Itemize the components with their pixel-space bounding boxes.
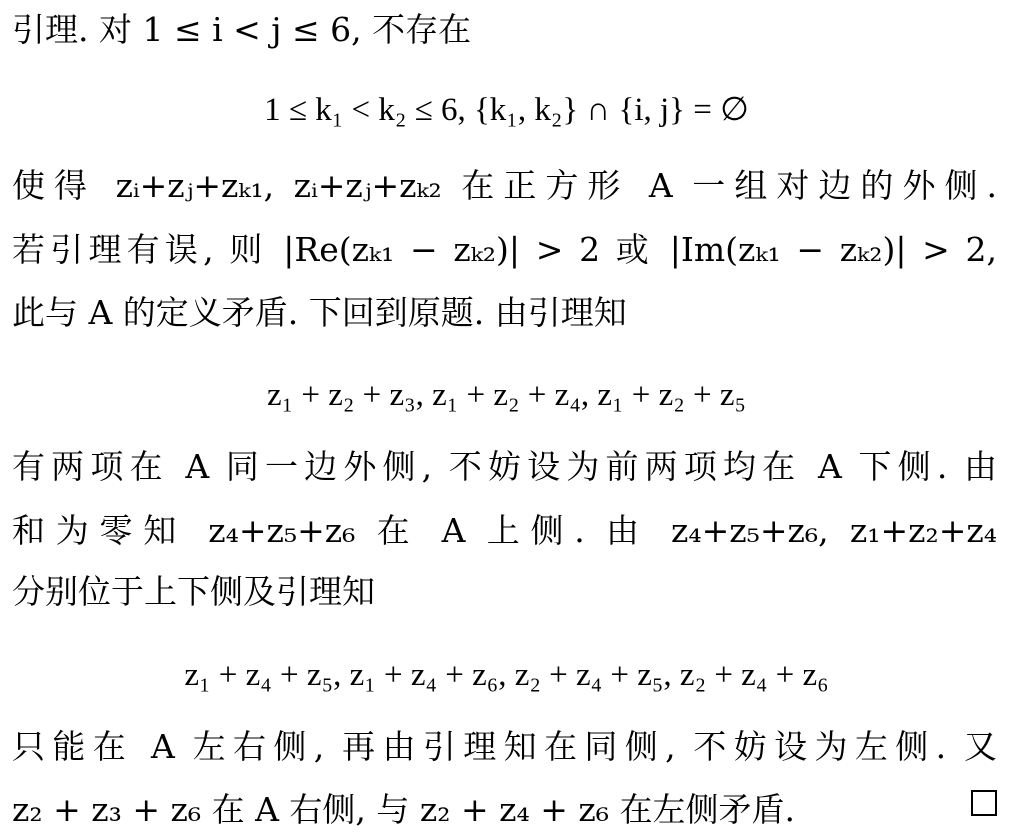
text-line-7: 分别位于上下侧及引理知 <box>12 572 375 611</box>
text-line-9: z₂ + z₃ + z₆ 在 A 右侧, 与 z₂ + z₄ + z₆ 在左侧矛盾. <box>12 790 795 829</box>
text-line-6: 和为零知 z₄+z₅+z₆ 在 A 上侧. 由 z₄+z₅+z₆, z₁+z₂+z₄ <box>12 511 997 550</box>
display-equation-3: z₁ + z₄ + z₅, z₁ + z₄ + z₆, z₂ + z₄ + z₅, z₂ + z₄ + z₆ <box>184 657 829 693</box>
text-line-4: 此与 A 的定义矛盾. 下回到原题. 由引理知 <box>12 293 627 332</box>
text-line-5: 有两项在 A 同一边外侧, 不妨设为前两项均在 A 下侧. 由 <box>12 447 997 486</box>
display-equation-1: 1 ≤ k₁ < k₂ ≤ 6, {k₁, k₂} ∩ {i, j} = ∅ <box>264 92 749 128</box>
text-line-8: 只能在 A 左右侧, 再由引理知在同侧, 不妨设为左侧. 又 <box>12 727 997 766</box>
display-equation-2: z₁ + z₂ + z₃, z₁ + z₂ + z₄, z₁ + z₂ + z₅ <box>266 377 747 413</box>
text-line-2: 使得 zᵢ+zⱼ+zₖ₁, zᵢ+zⱼ+zₖ₂ 在正方形 A 一组对边的外侧. <box>12 166 997 205</box>
qed-symbol <box>971 790 997 816</box>
text-line-3: 若引理有误, 则 |Re(zₖ₁ − zₖ₂)| > 2 或 |Im(zₖ₁ − zₖ₂)| > 2, <box>12 230 997 269</box>
text-line-1: 引理. 对 1 ≤ i < j ≤ 6, 不存在 <box>12 10 472 49</box>
